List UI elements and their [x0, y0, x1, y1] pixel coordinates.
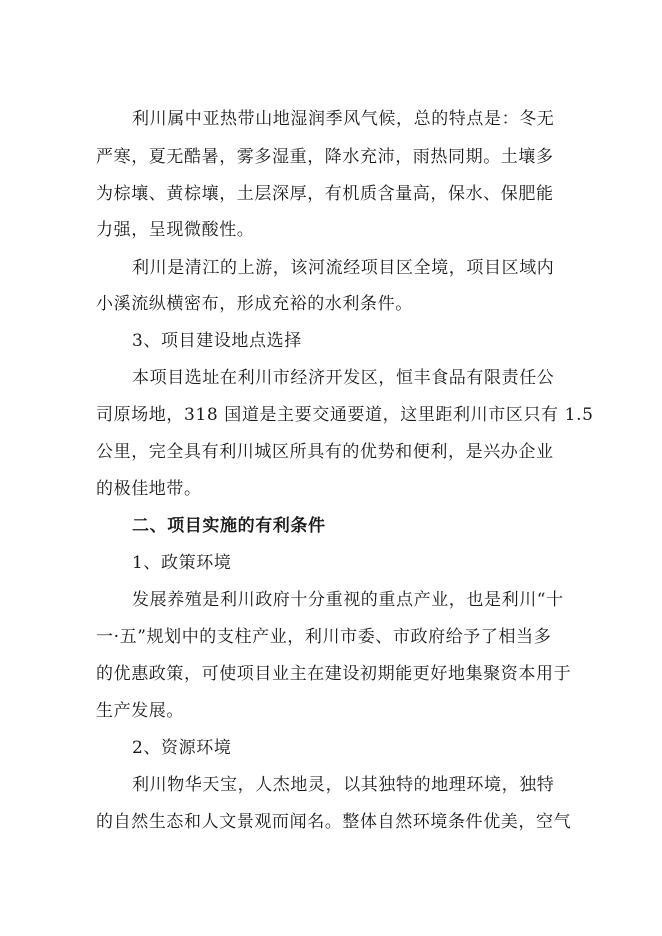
paragraph-policy-line-3: 的优惠政策，可使项目业主在建设初期能更好地集聚资本用于 — [96, 664, 572, 684]
paragraph-resources-line-1: 利川物华天宝，人杰地灵，以其独特的地理环境，独特 — [132, 775, 555, 795]
paragraph-water-line-2: 小溪流纵横密布，形成充裕的水利条件。 — [96, 294, 413, 314]
paragraph-climate-line-2: 严寒，夏无酷暑，雾多湿重，降水充沛，雨热同期。土壤多 — [96, 147, 554, 167]
paragraph-site-line-1: 本项目选址在利川市经济开发区，恒丰食品有限责任公 — [132, 368, 555, 388]
section-heading-site-selection: 3、项目建设地点选择 — [132, 331, 302, 351]
section-heading-resources: 2、资源环境 — [132, 738, 232, 758]
paragraph-policy-line-1: 发展养殖是利川政府十分重视的重点产业，也是利川“十 — [132, 590, 564, 610]
chapter-heading-favorable-conditions: 二、项目实施的有利条件 — [132, 516, 326, 536]
paragraph-climate-line-1: 利川属中亚热带山地湿润季风气候，总的特点是：冬无 — [132, 109, 555, 129]
paragraph-climate-line-3: 为棕壤、黄棕壤，土层深厚，有机质含量高，保水、保肥能 — [96, 184, 554, 204]
paragraph-resources-line-2: 的自然生态和人文景观而闻名。整体自然环境条件优美，空气 — [96, 812, 572, 832]
paragraph-site-line-4: 的极佳地带。 — [96, 479, 202, 499]
paragraph-climate-line-4: 力强，呈现微酸性。 — [96, 220, 255, 240]
paragraph-water-line-1: 利川是清江的上游，该河流经项目区全境，项目区域内 — [132, 258, 555, 278]
paragraph-policy-line-4: 生产发展。 — [96, 701, 184, 721]
paragraph-site-line-3: 公里，完全具有利川城区所具有的优势和便利，是兴办企业 — [96, 442, 554, 462]
paragraph-site-line-2: 司原场地，318 国道是主要交通要道，这里距利川市区只有 1.5 — [96, 405, 594, 425]
paragraph-policy-line-2: 一·五”规划中的支柱产业，利川市委、市政府给予了相当多 — [96, 627, 552, 647]
section-heading-policy: 1、政策环境 — [132, 553, 232, 573]
